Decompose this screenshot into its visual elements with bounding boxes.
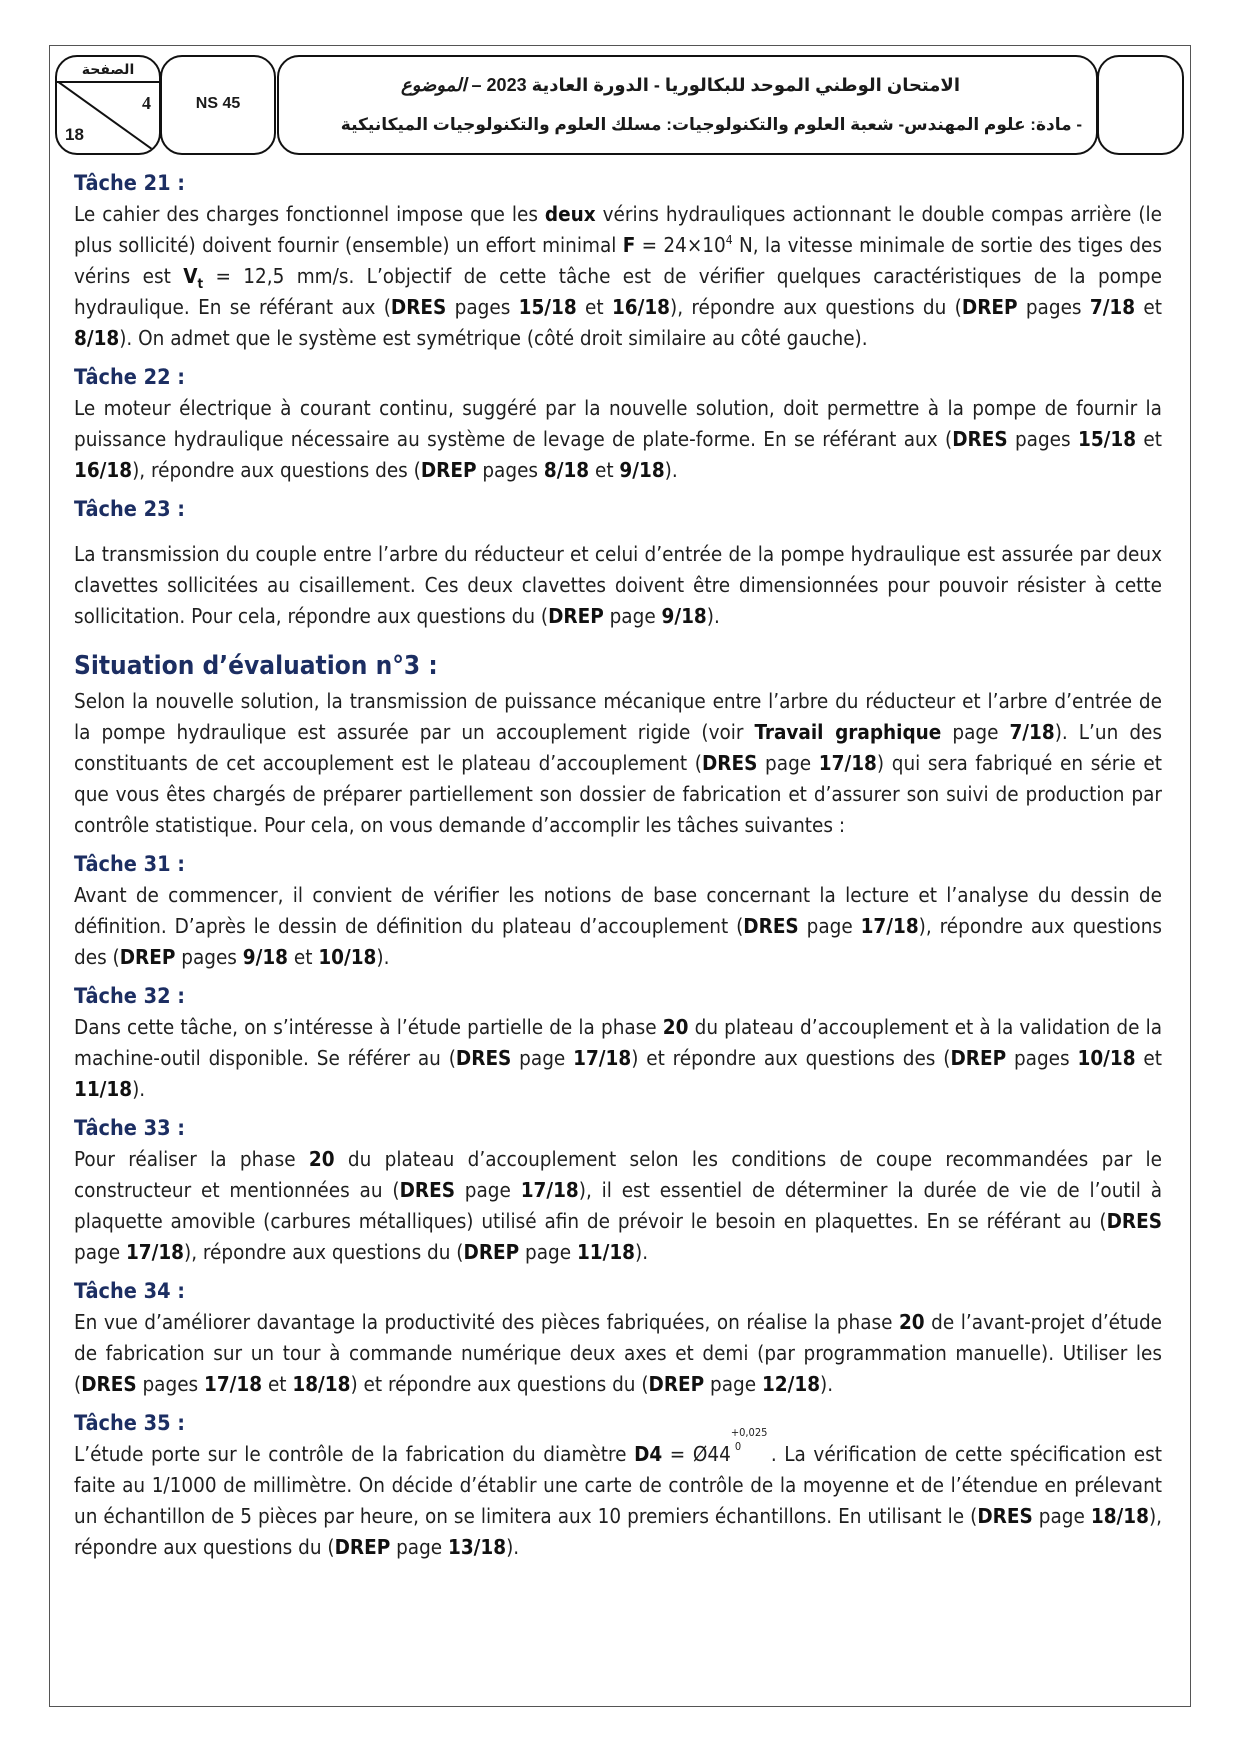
task-33-text: Pour réaliser la phase 20 du plateau d’accouplement selon les conditions de coupe recommandées par le constructeur et mentionnées au (DRES page 17/18), il est essentiel de déterminer la durée de vie de l’outil à plaquette amovible (carbures métalliques) utilisé afin de prévoir le besoin en plaquettes. En se référant au (DRES page 17/18), répondre aux questions du (DREP page 11/18). <box>74 1147 1162 1264</box>
exam-code: NS 45 <box>195 95 241 112</box>
task-34-text: En vue d’améliorer davantage la productivité des pièces fabriquées, on réalise la phase 20 de l’avant-projet d’étude de fabrication sur un tour à commande numérique deux axes et demi (par programmation manuelle). Utiliser les (DRES pages 17/18 et 18/18) et répondre aux questions du (DREP page 12/18). <box>74 1310 1163 1396</box>
task-23-title: Tâche 23 : <box>74 497 185 522</box>
task-35-title: Tâche 35 : <box>74 1411 185 1436</box>
task-23-text: La transmission du couple entre l’arbre du réducteur et celui d’entrée de la pompe hydraulique est assurée par deux clavettes sollicitées au cisaillement. Ces deux clavettes doivent être dimensionnées pour pouvoir résister à cette sollicitation. Pour cela, répondre aux questions du (DREP page 9/18). <box>74 542 1162 628</box>
task-35-text: L’étude porte sur le contrôle de la fabrication du diamètre D4 = Ø44 +0,025 0 . La vérification de cette spécification est faite au 1/1000 de millimètre. On décide d’établir une carte de contrôle de la moyenne et de l’étendue en prélevant un échantillon de 5 pièces par heure, on se limitera aux 10 premiers échantillons. En utilisant le (DRES page 18/18), répondre aux questions du (DREP page 13/18). <box>74 1426 1162 1559</box>
exam-title-line1 <box>289 75 1072 96</box>
tolerance-lower: 0 <box>734 1440 742 1453</box>
task-21-text: Le cahier des charges fonctionnel impose que les deux vérins hydrauliques actionnant le double compas arrière (le plus sollicité) doivent fournir (ensemble) un effort minimal $F = 24\times 10^4$ N, la vitesse minimale de sortie des tiges des vérins est $V_t = 12,5$ mm/s. L’objectif de cette tâche est de vérifier quelques caractéristiques de la pompe hydraulique. En se référant aux (DRES pages 15/18 et 16/18), répondre aux questions du (DREP pages 7/18 et 8/18). On admet que le système est symétrique (côté droit similaire au côté gauche). <box>74 202 1162 350</box>
task-33-title: Tâche 33 : <box>74 1116 185 1141</box>
task-22-title: Tâche 22 : <box>74 365 185 390</box>
tolerance-upper: +0,025 <box>730 1426 768 1439</box>
task-31-text: Avant de commencer, il convient de vérifier les notions de base concernant la lecture et l’analyse du dessin de définition. D’après le dessin de définition du plateau d’accouplement (DRES page 17/18), répondre aux questions des (DREP pages 9/18 et 10/18). <box>74 883 1162 969</box>
page-number-box <box>55 55 161 155</box>
task-32-text: Dans cette tâche, on s’intéresse à l’étude partielle de la phase 20 du plateau d’accouplement et à la validation de la machine-outil disponible. Se référer au (DRES page 17/18) et répondre aux questions des (DREP pages 10/18 et 11/18). <box>74 1015 1163 1101</box>
page-total: 18 <box>65 125 84 144</box>
task-31-title: Tâche 31 : <box>74 852 185 877</box>
situation-3-text: Selon la nouvelle solution, la transmission de puissance mécanique entre l’arbre du réducteur et l’arbre d’entrée de la pompe hydraulique est assurée par un accouplement rigide (voir Travail graphique page 7/18). L’un des constituants de cet accouplement est le plateau d’accouplement (DRES page 17/18) qui sera fabriqué en série et que vous êtes chargés de préparer partiellement son dossier de fabrication et d’assurer son suivi de production par contrôle statistique. Pour cela, on vous demande d’accomplir les tâches suivantes : <box>74 689 1162 837</box>
page-label: الصفحة <box>81 61 135 77</box>
task-21-title: Tâche 21 : <box>74 171 185 196</box>
exam-title-box <box>277 55 1098 155</box>
exam-title-subject-word: الموضوع <box>401 75 467 96</box>
page-number: 4 <box>142 93 151 113</box>
task-34-title: Tâche 34 : <box>74 1279 185 1304</box>
situation-3-title: Situation d’évaluation n°3 : <box>74 651 438 681</box>
diameter-tolerance <box>730 1426 771 1461</box>
task-22-text: Le moteur électrique à courant continu, suggéré par la nouvelle solution, doit permettre à la pompe de fournir la puissance hydraulique nécessaire au système de levage de plate-forme. En se référant aux (DRES pages 15/18 et 16/18), répondre aux questions des (DREP pages 8/18 et 9/18). <box>74 396 1162 482</box>
page-content <box>74 168 1162 1563</box>
exam-code-box <box>160 55 276 155</box>
header-empty-box <box>1097 55 1184 155</box>
task-32-title: Tâche 32 : <box>74 984 185 1009</box>
exam-title-line2: - مادة: علوم المهندس- شعبة العلوم والتكنولوجيات: مسلك العلوم والتكنولوجيات الميكانيكية <box>340 115 1082 134</box>
exam-title-main: الامتحان الوطني الموحد للبكالوريا - الدورة العادية 2023 – <box>471 75 960 95</box>
